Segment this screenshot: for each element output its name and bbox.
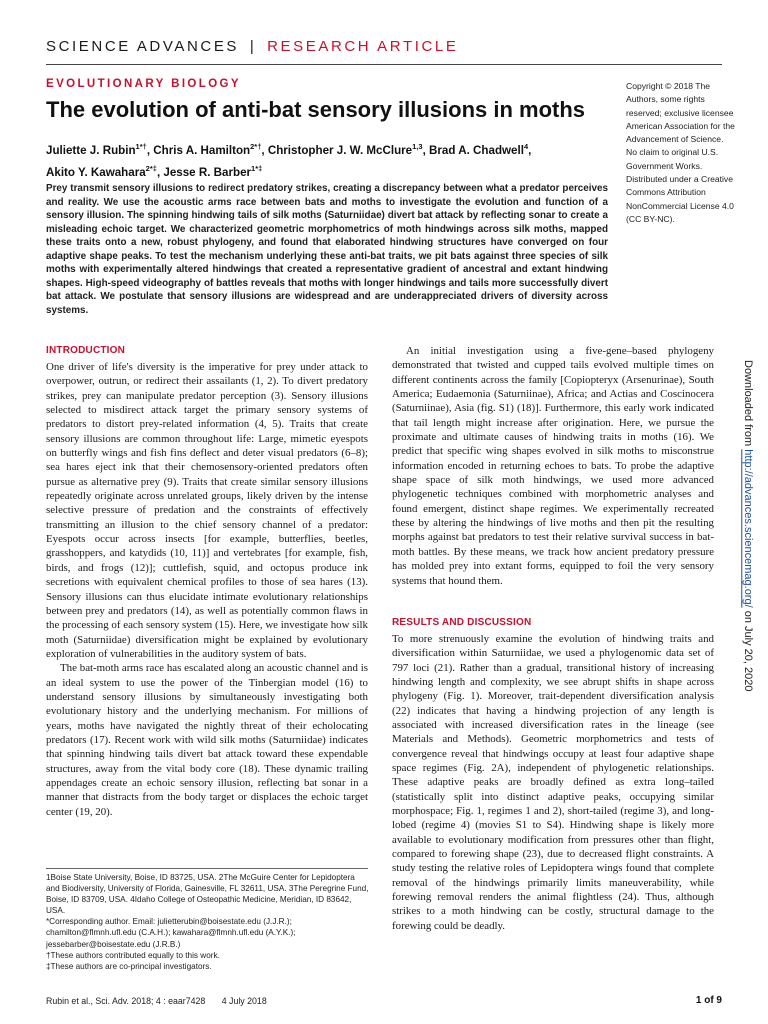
abstract: Prey transmit sensory illusions to redirect predatory strikes, creating a discrepancy between what a predator perceives and reality. We use the acoustic arms race between bats and moths to investigate the evolution and function of a sensory illusion. The spinning hindwing tails of silk moths (Saturniidae) divert bat attack by reflecting sonar to create a misleading echoic target. We characterized geometric morphometrics of moth hindwings across silk moths, mapped these traits onto a new, robust phylogeny, and found that elaborated hindwing structures have converged on four adaptive shape peaks. To test the mechanism underlying these anti-bat traits, we pit bats against three species of silk moths with experimentally altered hindwings that created a representative gradient of ancestral and extant hindwing shapes. High-speed videography of battles reveals that moths with longer hindwings and tails more successfully divert bat attack. We postulate that sensory illusions are widespread and are underappreciated drivers of diversity across systems. [46,183,608,316]
download-note-suffix: on July 20, 2020 [742,607,754,692]
copyright-notice: Copyright © 2018 The Authors, some rights reserved; exclusive licensee American Association for the Advancement of Science. No claim to original U.S. Government Works. Distributed under a Creative Commons Attribution NonCommercial License 4.0 (CC BY-NC). [626,81,735,224]
article-type: RESEARCH ARTICLE [267,38,459,55]
body-paragraph: The bat-moth arms race has escalated along an acoustic channel and is an ideal system to use the power of the Tinbergian model (16) to understand sensory illusions by simultaneously investigating both evolutionary history and the underlying mechanism. For millions of years, moths have navigated the nightly threat of their echolocating predators (17). Recent work with wild silk moths (Saturniidae) indicates that spinning hindwing tails divert bat attack toward these expendable structures, away from the vital body core (18). These dynamic trailing appendages create an echoic sensory illusion, reflecting bat sonar in a manner that distracts from the body target or displaces the echoic target center (19, 20). [46,662,368,818]
download-note [738,360,754,690]
affiliations-footnote: 1Boise State University, Boise, ID 83725, USA. 2The McGuire Center for Lepidoptera and Biodiversity, University of Florida, Gainesville, FL 32611, USA. 3The Peregrine Fund, Boise, ID 83709, USA. 4Idaho College of Osteopathic Medicine, Meridian, ID 83642, USA. [46,873,369,916]
body-paragraph: An initial investigation using a five-gene–based phylogeny demonstrated that twisted and cupped tails evolved multiple times on different continents across the family [Copiopteryx (Arsenurinae), South America; Eudaemonia (Saturniinae), Africa; and Actias and Coscinocera (Saturniinae), Asia (fig. S1) (18)]. Furthermore, this early work indicated that tail length might increase after origination. Here, we pursue the proximate and ultimate causes of hindwing traits in moths (16). We predict that specific wing shapes evolved in silk moths to misconstrue information encoded in returning echoes to bats. To probe the adaptive shape space of silk moth hindwings, we used more advanced phylogenetic techniques combined with morphometric analyses and found emergent, distinct shape regimes. We experimentally recreated these by altering the hindwings of live moths and then pit the resulting morphs against bat predators to test their relative survival success in bat-moth battles. By these means, we track how ancient predatory pressure has molded prey into extant forms, equipped to foil the very sensory systems that hound them. [392,345,714,587]
body-paragraph: To more strenuously examine the evolution of hindwing traits and diversification within Saturniidae, we used a phylogenomic data set of 797 loci (21). Rather than a gradual, transitional history of increasing hindwing length and complexity, we see abrupt shifts in shape across phylogeny (Fig. 1). Moreover, trait-dependent diversification analysis (22) indicates that having a hindwing projection of any length is associated with increased diversification rates in the lineage (see Materials and Methods). Geometric morphometrics and tests of convergence reveal that hindwings occupy at least four adaptive shape space regimes (Fig. 2A), independent of phylogenetic relationships. These adaptive peaks are broadly defined as extra long–tailed (statistically split into distinct adaptive peaks, occupying similar morphospace; Fig. 1, regimes 1 and 2), short-tailed (regime 3), and long-lobed (regime 4) (movies S1 to S4). Hindwing shape is likely more available to evolutionary modification from pressures other than flight, compared to forewing shape (23), due to decreased flight constraints. A study testing the relative roles of Lepidoptera wings found that complete removal of the hindwings primarily limits maneuverability, while forewing removal renders the animal flightless (24). Thus, although strikes to a moth hindwing can be costly, structural damage to the forewing could be deadly. [392,632,714,932]
author-line-2: Akito Y. Kawahara$^{2*\ddagger}$, Jesse R. Barber$^{1*\ddagger}$ [46,163,263,179]
header-separator: | [249,38,257,55]
author-affiliation: 1*† [135,142,147,151]
section-spacer [392,588,714,616]
author-affiliation: 2*† [250,142,262,151]
section-heading-introduction: INTRODUCTION [46,345,126,356]
author-name[interactable]: Jesse R. Barber [163,165,252,179]
equal-contribution-footnote: †These authors contributed equally to this work. [46,950,220,960]
author-name[interactable]: Christopher J. W. McClure [267,143,413,157]
author-affiliation: 1*‡ [251,163,263,173]
journal-header [46,38,606,62]
author-affiliation: 2*‡ [145,163,157,173]
download-link[interactable]: http://advances.sciencemag.org/ [742,449,754,608]
left-column [46,344,368,819]
right-column [392,344,714,933]
footer-citation [46,996,267,1006]
citation-text: Rubin et al., Sci. Adv. 2018; 4 : eaar7428 [46,996,206,1006]
author-line-1: Juliette J. Rubin$^{1*\dagger}$, Chris A. Hamilton$^{2*\dagger}$, Christopher J. W. McClure$^{1,3}$, Brad A. Chadwell$^4$, [46,142,532,157]
author-name[interactable]: Brad A. Chadwell [429,143,524,157]
author-affiliation: 4 [523,142,529,151]
download-note-prefix: Downloaded from [742,360,754,450]
header-rule [46,64,722,65]
co-pi-footnote: ‡These authors are co-principal investigators. [46,961,212,971]
author-name[interactable]: Juliette J. Rubin [46,143,136,157]
author-affiliation: 1,3 [412,142,423,151]
footnote-rule [46,868,368,869]
subject-tag: EVOLUTIONARY BIOLOGY [46,78,241,90]
page-number: 1 of 9 [695,995,722,1006]
corresponding-author-footnote: *Corresponding author. Email: julietterubin@boisestate.edu (J.J.R.); chamilton@flmnh.ufl.edu (C.A.H.); kawahara@flmnh.ufl.edu (A.Y.K.); jessebarber@boisestate.edu (J.R.B.) [46,917,296,949]
author-list [46,138,606,182]
journal-name: SCIENCE ADVANCES [46,38,240,55]
publication-date: 4 July 2018 [221,996,267,1006]
body-paragraph: One driver of life's diversity is the imperative for prey under attack to overpower, outrun, or redirect their assailants (1, 2). To divert predatory strikes, prey can manipulate predator perception (3). Sensory illusions selected to misdirect attack target the primary sensory systems of predators to distort prey-related information (4, 5). Traits that create sensory illusions are common throughout life: Large, mimetic eyespots on butterfly wings and fish fins deflect and deter visual predators (6–8); sea hares eject ink that their chemosensory-oriented predators often pursue as alternative prey (9). Traits that create similar sensory illusions repeatedly originate across unrelated groups, likely driven by the intense selective pressure of predation and the constraints of effectively transmitting an illusion to the chief sensory channel of a predator: Eyespots occur across insects [for example, butterflies, beetles, grasshoppers, and katydids (10, 11)] and vertebrates [for example, fish, birds, and frogs (12)]; cuttlefish, squid, and octopus produce ink secretions with equivalent chemical profiles to those of sea hares (13). Sensory illusions can thus elucidate intimate evolutionary relationships between prey and predators (14), as well as potentially common flaws in the processing of each sensory system (15). Here, we investigate how silk moth (Saturniidae) diversification might be explained by evolutionary exploration of vulnerabilities in the auditory system of bats. [46,361,368,660]
section-heading-results: RESULTS AND DISCUSSION [392,616,532,628]
author-name[interactable]: Chris A. Hamilton [153,143,251,157]
footnotes [46,872,370,972]
article-title: The evolution of anti-bat sensory illusions in moths [46,97,586,122]
author-name[interactable]: Akito Y. Kawahara [46,165,146,179]
